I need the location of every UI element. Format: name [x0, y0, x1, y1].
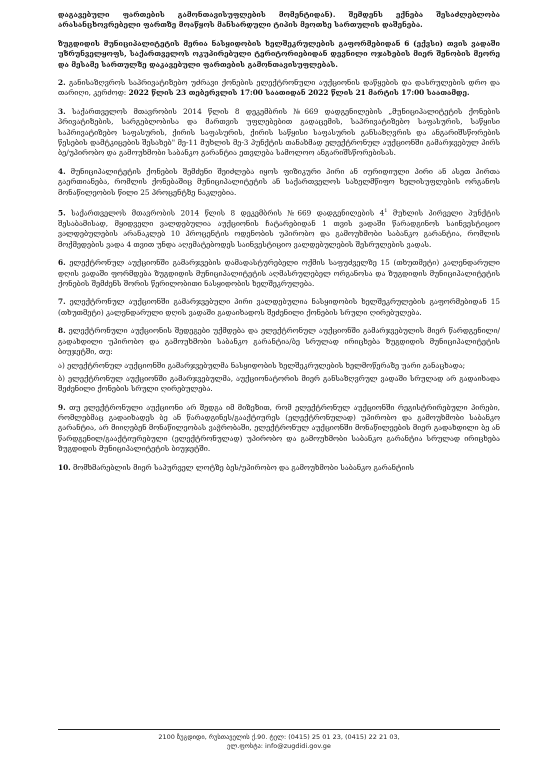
paragraph-3: [58, 107, 500, 159]
paragraph-text: მომხმარებლის მიერ საპურველ ლოტზე ბეს/უპირობო და გამოუხმობი საბანკო გარანტიის: [70, 462, 414, 472]
paragraph-number: 5.: [58, 208, 66, 218]
paragraph-2: [58, 78, 500, 99]
paragraph-4: [58, 167, 500, 198]
paragraph-9: [58, 403, 500, 455]
list-item-a: ა) ელექტრონულ აუქციონში გამარჯვებულმა ნასყიდობის ხელშეკრულების ხელმოწერაზე უარი განაცხადა;: [58, 361, 466, 371]
paragraph-text: საქართველოს მთავრობის 2014 წლის 8 დეკემბრის №669 დადგენილების „მუნიციპალიტეტის ქონების პრივატიზების, სარგებლობისა და მართვის უფლებებით გადაცემის, საპრივატიზებო საფასურის, საწყისი საპრივატიზებო საფასურის, ქირის საფასურის, ქირის საწყისი საფასურის განსაზღვრის და ანგარიშსწორების წესების დამტკიცების შესახებ" მე-11 მუხლის მე-3 პუნქტის თანახმად ელექტრონულ აუქციონში გამარჯვებულ პირს ბე/უპირობო და გამოუხმობი საბანკო გარანტია ეთვლება სამოლოო ანგარიშსწორებისას.: [58, 106, 500, 158]
paragraph-text: ელექტრონულ აუქციონში გამარჯვების დამადასტურებელი ოქმის საფუძველზე 15 (თხუთმეტი) კალენდარული დღის ვადაში ფორმდება ზუგდიდის მუნიციპალიტეტის აღმასრულებელ ორგანოსა და ზუგდიდის მუნიციპალიტეტის ქონების შემძენს შორის წერილობითი ნასყიდობის ხელშეკრულება.: [58, 258, 500, 288]
paragraph-number: 8.: [58, 326, 66, 336]
paragraph-number: 3.: [58, 106, 66, 116]
paragraph-number: 6.: [58, 258, 66, 268]
paragraph-7: [58, 297, 500, 318]
footer-address: 2100 ზუგდიდი, რუსთაველის ქ.90. ტელ: (0415) 25 01 23, (0415) 22 21 03,: [158, 733, 400, 741]
paragraph-6: [58, 258, 500, 289]
paragraph-text: მუხლის პირველი პუნქტის შესაბამისად, მყიდველი ვალდებულია აუქციონის ჩატარებიდან 1 თვის ვადაში წარადგინოს საინვესტიციო ვალდებულების არანაკლებ 10 პროცენტის ოდენობის უპირობო და გამოუხმობი საბანკო გარანტია, რომლის მოქმედების ვადა 4 თვით უნდა აღემატებოდეს საინვესტიციო ვალდებულების შესრულების ვადას.: [58, 208, 500, 249]
paragraph-number: 7.: [58, 297, 66, 307]
paragraph-8: [58, 326, 500, 357]
paragraph-number: 10.: [58, 462, 71, 472]
paragraph-text: მუნიციპალიტეტის ქონების შემძენი შეიძლება იყოს ფიზიკური პირი ან იურიდიული პირი ან ასეთ პირთა გაერთიანება, რომლის ქონებაშიც მუნიციპალიტეტის ან საქართველოს სახელმწიფო ხელისუფლების ორგანოს მონაწილეობის წილი 25 პროცენტზე ნაკლებია.: [58, 166, 500, 197]
intro-paragraph-2: ზუგდიდის მუნიციპალიტეტის მერია ნასყიდობის ხელშეკრულების გაფორმებიდან 6 (ექვსი) თვის ვადაში უზრუნველყოფს, საქართველოს ოკუპირებული ტერიტორიებიდან დევნილი ოჯახების მიერ შენობის მეორე და მესამე სართულზე დაკავებული ფართების გამონთავისუფლებას.: [58, 38, 500, 69]
paragraph-text: ელექტრონულ აუქციონში გამარჯვებული პირი ვალდებულია ნასყიდობის ხელშეკრულების გაფორმებიდან 15 (თხუთმეტი) კალენდარული დღის ვადაში გადაიხადოს შეძენილი ქონების სრული ღირებულება.: [58, 297, 500, 317]
auction-dates: 2022 წლის 23 თებერვლის 17:00 საათიდან 2022 წლის 21 მარტის 17:00 საათამდე.: [128, 88, 470, 98]
paragraph-text: თუ ელექტრონული აუქციონი არ შედგა იმ მიზეზით, რომ ელექტრონულ აუქციონში რეგისტრირებული პირები, რომლებმაც გადაიხადეს ბე ან წარადგინეს/გააქტიურეს (ელექტრონულად) უპირობო და გამოუხმობი საბანკო გარანტია, არ მიიღებენ მონაწილეობას ვაჭრობაში, ელექტრონულ აუქციონში მონაწილეების მიერ გადახდილი ბე ან წარდგენილ/გააქტიურებული (ელექტრონულად) უპირობო და გამოუხმობი საბანკო გარანტია სრულად ირიცხება ზუგდიდის მუნიციპალიტეტის ბიუჯეტში.: [58, 402, 500, 454]
footer-divider: [58, 729, 500, 730]
paragraph-text: განისაზღვროს საპრივატიზებო უძრავი ქონების ელექტრონული აუქციონის დაწყების და დასრულების დრო და თარიღი, კერძოდ:: [58, 78, 500, 98]
page-footer: [58, 733, 500, 750]
paragraph-5: [58, 206, 500, 250]
intro-paragraph-1: დაგავებული ფართების გამონთავისუფლების მომენტიდან). შემდენს ექნება შესაძლებლობა არასანცხოვრებელი ფართზე მოაწყოს მანსარდული ტიპის მეოთხე სართულის დაშენება.: [58, 10, 500, 30]
footer-email: ელ.ფოსტა: info@zugdidi.gov.ge: [227, 741, 331, 750]
paragraph-text: ელექტრონული აუქციონის შედეგები უქმდება და ელექტრონულ აუქციონში გამარჯვებულის მიერ წარდგენილი/გადახდილი უპირობო და გამოუხმობი საბანკო გარანტია/ბე სრულად ირიცხება ზუგდიდის მუნიციპალიტეტის ბიუჯეტში, თუ:: [58, 326, 500, 356]
list-item-b: ბ) ელექტრონულ აუქციონში გამარჯვებულმა, აუქციონატორის მიერ განსაზღვრულ ვადაში სრულად არ გადაიხადა შეძენილი ქონების სრული ღირებულება.: [58, 373, 500, 394]
paragraph-number: 2.: [58, 78, 66, 88]
paragraph-text: საქართველოს მთავრობის 2014 წლის 8 დეკემბრის №669 დადგენილების 4: [65, 208, 385, 218]
paragraph-number: 4.: [58, 166, 66, 176]
document-body: [58, 10, 500, 481]
paragraph-number: 9.: [58, 402, 66, 412]
superscript: 1: [384, 208, 388, 215]
paragraph-10: [58, 463, 500, 473]
